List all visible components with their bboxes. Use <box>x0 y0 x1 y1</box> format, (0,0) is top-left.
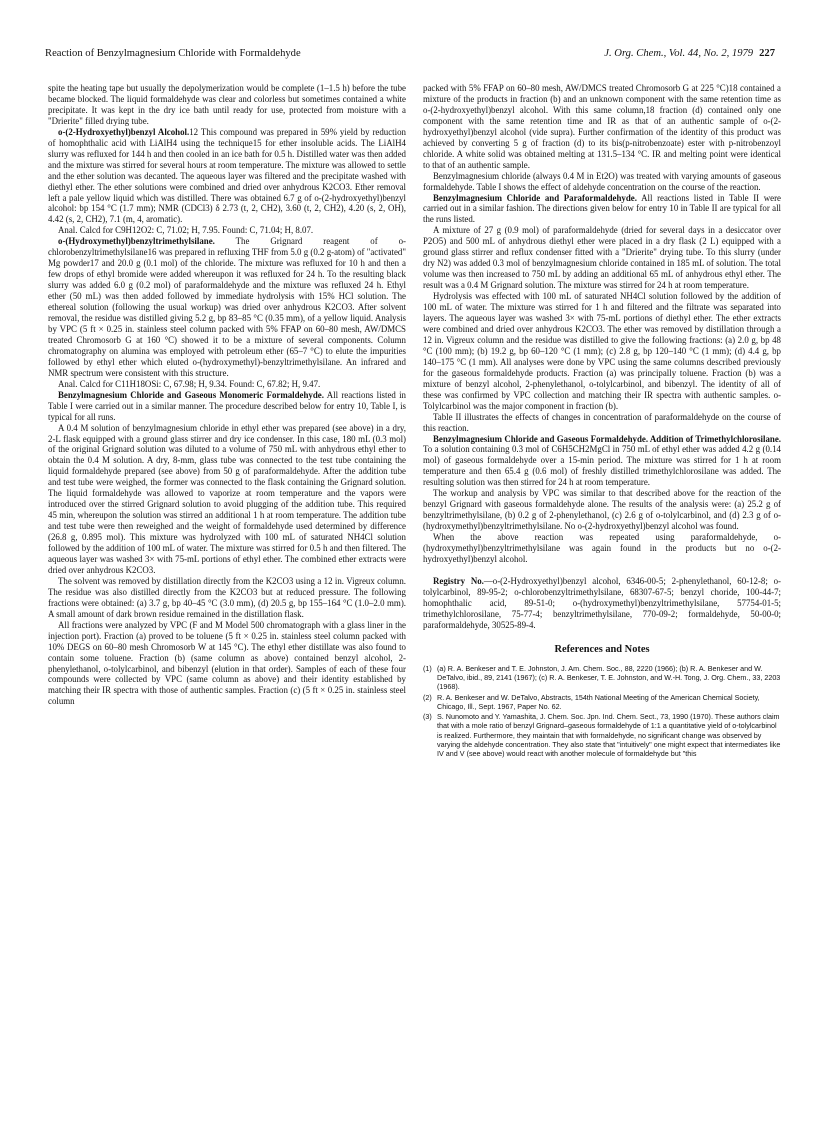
paragraph <box>48 390 406 423</box>
reference-text: R. A. Benkeser and W. DeTalvo, Abstracts, 154th National Meeting of the American Chemical Society, Chicago, Ill., Sept. 1967, Paper No. 62. <box>437 692 760 711</box>
reference-item <box>423 664 781 692</box>
header-journal-info <box>604 47 775 60</box>
paragraph <box>48 236 406 378</box>
section-heading: Benzylmagnesium Chloride and Paraformaldehyde. <box>433 192 637 203</box>
reference-number: (1) <box>423 663 432 673</box>
paragraph: The solvent was removed by distillation directly from the K2CO3 using a 12 in. Vigreux column. The residue was also distilled directly from the K2CO3 but at reduced pressure. The following fractions were obtained: (a) 3.7 g, bp 40–45 °C (3.0 mm), (d) 20.5 g, bp 155–164 °C (1.0–2.0 mm). A small amount of dark brown residue remained in the distillation flask. <box>48 575 406 619</box>
section-heading: o-(Hydroxymethyl)benzyltrimethylsilane. <box>58 236 215 247</box>
reference-item <box>423 712 781 758</box>
reference-text: S. Nunomoto and Y. Yamashita, J. Chem. Soc. Jpn. Ind. Chem. Sect., 73, 1990 (1970). These authors claim that with a mole ratio of benzyl Grignard–gaseous formaldehyde of 1:1 a quantitative yield of o-tolylcarbinol is realized. Furthermore, they maintain that with formaldehyde, no significant change was observed by varying the aldehyde concentration. They also state that "intuitively" one might expect that intermediates like IV and V (see above) would react with another molecule of formaldehyde but "this <box>437 712 781 759</box>
references-heading: References and Notes <box>554 643 650 655</box>
paragraph: When the above reaction was repeated using paraformaldehyde, o-(hydroxymethyl)benzyltrimethylsilane was again found in the products but no o-(2-hydroxyethyl)benzyl alcohol. <box>423 532 781 564</box>
reference-number: (2) <box>423 692 432 702</box>
paragraph: Anal. Calcd for C9H12O2: C, 71.02; H, 7.95. Found: C, 71.04; H, 8.07. <box>58 225 314 236</box>
paragraph-body: To a solution containing 0.3 mol of C6H5CH2MgCl in 750 mL of ethyl ether was added 4.2 g (0.14 mol) of gaseous formaldehyde over a 15-min period. The mixture was stirred for 1 h at room temperature and then 65.4 g (0.6 mol) of freshly distilled trimethylchlorosilane was added. The resulting solution was then stirred for 24 h at room temperature. <box>423 444 781 488</box>
paragraph: Hydrolysis was effected with 100 mL of saturated NH4Cl solution followed by the addition of 100 mL of water. The mixture was stirred for 1 h and filtered and the filtrate was separated into layers. The aqueous layer was washed 3× with 75-mL portions of diethyl ether. The ether extracts were combined and dried over anhydrous K2CO3. The ether was removed by distillation through a 12 in. Vigreux column and the residue was distilled to give the following fractions: (a) 2.0 g, bp 48 °C (100 mm); (b) 19.2 g, bp 60–120 °C (1 mm); (c) 2.8 g, bp 120–140 °C (1 mm); (d) 4.4 g, bp 140–175 °C (1 mm). All analyses were done by VPC using the same columns described previously for the gaseous formaldehyde products. Fraction (a) was principally toluene. Fraction (b) was a mixture of benzyl alcohol, 2-phenylethanol, o-tolylcarbinol, and bibenzyl. The identity of all of these was confirmed by VPC collection and matching their IR spectra with authentic samples. o-Tolylcarbinol was the major component in fraction (b). <box>423 291 781 411</box>
reference-item <box>423 693 781 712</box>
paragraph <box>48 127 406 226</box>
paragraph <box>423 434 781 489</box>
paragraph: packed with 5% FFAP on 60–80 mesh, AW/DMCS treated Chromosorb G at 225 °C)18 contained a mixture of the products in fraction (b) and an unknown component with the same retention time as o-(2-hydroxyethyl)benzyl alcohol. With this same column,18 fraction (d) contained only one component with the same retention time and IR as that of an authentic sample of o-(2-hydroxyethyl)benzyl alcohol (vide supra). Further confirmation of the identity of this product was achieved by converting 5 g of fraction (d) to its bis(p-nitrobenzoate) ester with p-nitrobenzoyl chloride. A white solid was obtained melting at 131.5–134 °C. IR and melting point were identical to that of an authentic sample. <box>423 83 781 170</box>
paragraph-body: 12 This compound was prepared in 59% yield by reduction of homophthalic acid with LiAlH4 using the technique15 for ether insoluble acids. The LiAlH4 slurry was refluxed for 144 h and then cooled in an ice bath for 0.5 h. Distilled water was then added and the mixture was stirred for several hours at room temperature. The mixture was allowed to settle and the ether solution was decanted. The aqueous layer was filtered and the precipitate washed with diethyl ether. The ether solutions were combined and dried over anhydrous K2CO3. Ether removal left a pale yellow liquid which was distilled. There was obtained 6.7 g of o-(2-hydroxyethyl)benzyl alcohol: bp 154 °C (1.7 mm); NMR (CDCl3) δ 2.73 (t, 2, CH2), 3.60 (t, 2, CH2), 4.20 (s, 2, OH), 4.42 (s, 2, CH2), 7.1 (m, 4, aromatic). <box>48 126 406 225</box>
reference-number: (3) <box>423 712 432 722</box>
registry-body: —o-(2-Hydroxyethyl)benzyl alcohol, 6346-00-5; 2-phenylethanol, 60-12-8; o-tolylcarbinol, 89-95-2; o-chlorobenzyltrimethylsilane, 68307-67-5; benzyl choride, 100-44-7; homophthalic acid, 89-51-0; o-(hydroxymethyl)benzyltrimethylsilane, 57754-01-5; trimethylchlorosilane, 75-77-4; benzyltrimethylsilane, 770-09-2; formaldehyde, 50-00-0; paraformaldehyde, 30525-89-4. <box>423 575 782 630</box>
paragraph: All fractions were analyzed by VPC (F and M Model 500 chromatograph with a glass liner in the injection port). Fraction (a) proved to be toluene (5 ft × 0.25 in. stainless steel column packed with 10% DEGS on 60–80 mesh Chromosorb W at 145 °C). The ethyl ether distillate was also found to contain some toluene. Fraction (b) (same column as above) contained benzyl alcohol, 2-phenylethanol, o-tolylcarbinol, and bibenzyl (elution in that order). Samples of each of these four compounds were collected by VPC (same column as above) and their identity established by matching their IR spectra with those of authentic samples. Fraction (c) (5 ft × 0.25 in. stainless steel column <box>48 619 406 707</box>
paragraph: A 0.4 M solution of benzylmagnesium chloride in ethyl ether was prepared (see above) in a dry, 2-L flask equipped with a ground glass stirrer and dry ice condenser. In this case, 180 mL (0.3 mol) of the original Grignard solution was diluted to a volume of 750 mL with anhydrous ethyl ether to obtain the 0.4 M solution. A dry, 8-mm, glass tube was connected to the test tube containing the liquid formaldehyde prepared (see above) from 50 g of paraformaldehyde. After the addition tube and test tube were weighed, the former was connected to the flask containing the Grignard solution. The liquid formaldehyde was allowed to vaporize at room temperature and the vapors were introduced over the stirred Grignard solution to avoid plugging of the addition tube. This required 45 min, whereupon the solution was stirred an additional 1 h at room temperature. The addition tube and test tube were then reweighed and the weight of formaldehyde used determined by difference (26.8 g, 0.895 mol). This mixture was hydrolyzed with 100 mL of saturated NH4Cl solution followed by the addition of 100 mL of water. The mixture was stirred for 0.5 h and then filtered. The aqueous layer was washed 3× with 75-mL portions of ethyl ether. The combined ether extracts were dried over anhydrous K2CO3. <box>48 422 406 575</box>
paragraph-body: All reactions listed in Table II were carried out in a similar fashion. The directions given below for entry 10 in Table II are typical for all the runs listed. <box>423 192 781 225</box>
spacer <box>423 565 781 576</box>
paragraph: spite the heating tape but usually the depolymerization would be complete (1–1.5 h) before the tube became blocked. The liquid formaldehyde was clear and colorless but sometimes contained a white precipitate. It was kept in the dry ice bath until ready for use, protected from moisture with a "Drierite" filled drying tube. <box>48 83 406 126</box>
paragraph-body: All reactions listed in Table I were carried out in a similar manner. The procedure described below for entry 10, Table I, is typical for all runs. <box>48 389 406 422</box>
right-column <box>423 83 781 760</box>
header-journal: J. Org. Chem., Vol. 44, No. 2, 1979 <box>604 48 754 59</box>
reference-list <box>423 664 781 759</box>
registry-numbers <box>423 576 781 631</box>
left-column <box>48 83 406 707</box>
paragraph-body: The Grignard reagent of o-chlorobenzyltrimethylsilane16 was prepared in refluxing THF from 5.0 g (0.2 g-atom) of "activated" Mg powder17 and 20.0 g (0.1 mol) of the chloride. The mixture was refluxed for 10 h and then a few drops of ethyl bromide were added whereupon it was refluxed for 24 h. To the resulting black slurry was added 6.0 g (0.2 mol) of paraformaldehyde and the mixture was refluxed 24 h. Ethyl ether (50 mL) was then added followed by immediate hydrolysis with 15% HCl solution. The ethereal solution (following the usual workup) was dried over anhydrous K2CO3. After solvent removal, the residue was distilled giving 5.2 g, bp 83–85 °C (0.35 mm), of a yellow liquid. Analysis by VPC (5 ft × 0.25 in. stainless steel column packed with 5% FFAP on 60–80 mesh, AW/DMCS treated Chromosorb G at 160 °C) showed it to be a mixture of several components. Column chromatography on alumina was employed with petroleum ether (65–7 °C) to elute the impurities followed by ethyl ether which eluted o-(hydroxymethyl)-benzyltrimethylsilane. An infrared and NMR spectrum were consistent with this structure. <box>48 236 406 378</box>
section-heading: Benzylmagnesium Chloride and Gaseous Formaldehyde. Addition of Trimethylchlorosilane. <box>433 433 781 444</box>
paragraph <box>423 193 781 226</box>
paragraph: The workup and analysis by VPC was similar to that described above for the reaction of the benzyl Grignard with gaseous formaldehyde alone. The results of the analysis were: (a) 25.2 g of benzyltrimethylsilane, (b) 0.2 g of 2-phenylethanol, (c) 2.6 g of o-tolylcarbinol, and (d) 2.3 g of o-(hydroxymethyl)benzyltrimethylsilane. No o-(2-hydroxyethyl)benzyl alcohol was found. <box>423 488 781 532</box>
paragraph: A mixture of 27 g (0.9 mol) of paraformaldehyde (dried for several days in a desiccator over P2O5) and 500 mL of anhydrous diethyl ether were placed in a dry flask (2 L) equipped with a ground glass stirrer and reflux condenser fitted with a "Drierite" drying tube. To this slurry (under dry N2) was added 0.3 mol of benzylmagnesium chloride contained in 185 mL of solution. The total volume was then increased to 750 mL by adding an additional 65 mL of anhydrous ethyl ether. The result was a 0.4 M Grignard solution. The mixture was stirred for 24 h at room temperature. <box>423 225 781 291</box>
section-heading: o-(2-Hydroxyethyl)benzyl Alcohol. <box>58 126 190 137</box>
section-heading: Benzylmagnesium Chloride and Gaseous Monomeric Formaldehyde. <box>58 389 324 400</box>
paragraph: Anal. Calcd for C11H18OSi: C, 67.98; H, 9.34. Found: C, 67.82; H, 9.47. <box>58 378 321 389</box>
paragraph: Table II illustrates the effects of changes in concentration of paraformaldehyde on the course of this reaction. <box>423 411 781 433</box>
page-number: 227 <box>759 48 775 59</box>
header-title: Reaction of Benzylmagnesium Chloride with Formaldehyde <box>45 48 301 59</box>
paragraph: Benzylmagnesium chloride (always 0.4 M in Et2O) was treated with varying amounts of gaseous formaldehyde. Table I shows the effect of aldehyde concentration on the course of the reaction. <box>423 170 781 192</box>
reference-text: (a) R. A. Benkeser and T. E. Johnston, J. Am. Chem. Soc., 88, 2220 (1966); (b) R. A. Benkeser and W. DeTalvo, ibid., 89, 2141 (1967); (c) R. A. Benkeser, T. E. Johnston, and W.-H. Tong, J. Org. Chem., 33, 2203 (1968). <box>437 663 781 692</box>
registry-heading: Registry No. <box>433 575 484 586</box>
